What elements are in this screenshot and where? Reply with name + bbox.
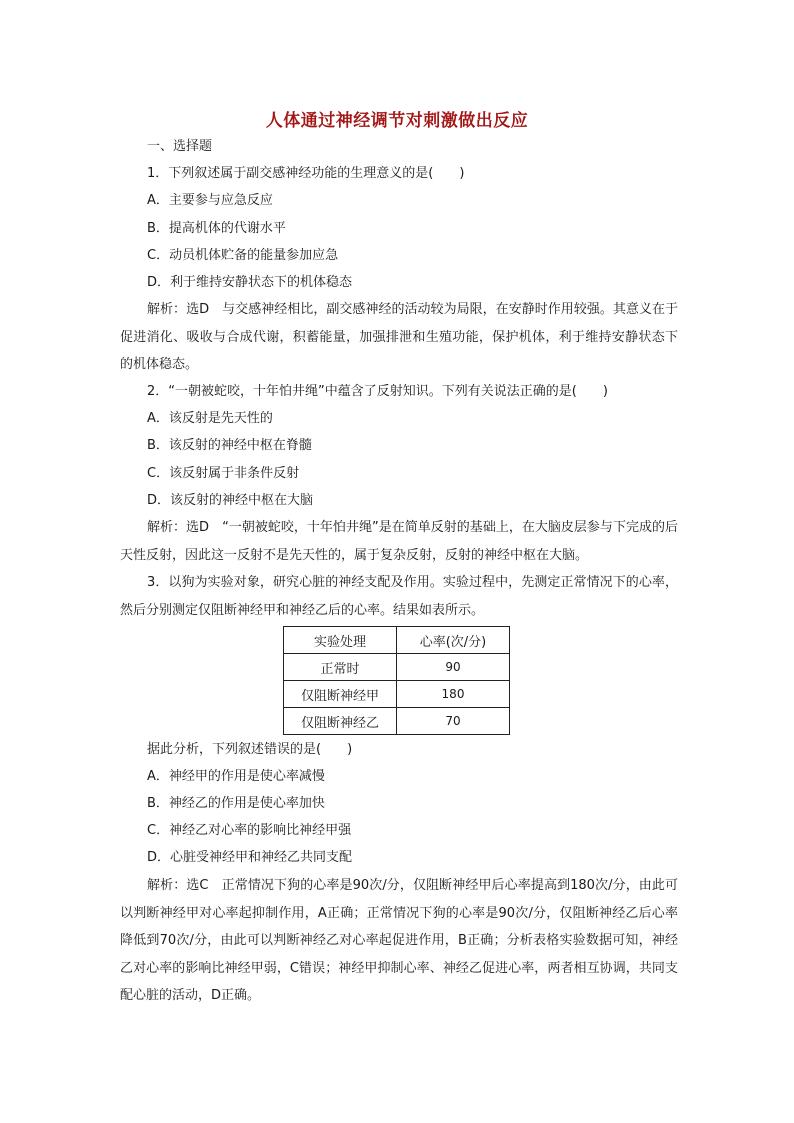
q2-option-b: B．该反射的神经中枢在脊髓 — [147, 438, 312, 453]
q2-analysis: 解析：选D “一朝被蛇咬，十年怕井绳”是在简单反射的基础上，在大脑皮层参与下完成的后天性反射，因此这一反射不是先天性的，属于复杂反射，反射的神经中枢在大脑。 — [120, 520, 678, 563]
table-cell: 仅阻断神经乙 — [284, 708, 397, 735]
q1-option-d: D．利于维持安静状态下的机体稳态 — [147, 275, 353, 290]
table-cell: 70 — [397, 708, 510, 735]
q3-option-c: C．神经乙对心率的影响比神经甲强 — [147, 823, 352, 838]
table-row — [284, 681, 510, 708]
table-row — [284, 708, 510, 735]
table-cell: 正常时 — [284, 654, 397, 681]
q2-option-a: A．该反射是先天性的 — [147, 411, 273, 426]
q2-option-d: D．该反射的神经中枢在大脑 — [147, 493, 314, 508]
page-title: 人体通过神经调节对刺激做出反应 — [265, 111, 529, 131]
q3-option-a: A．神经甲的作用是使心率减慢 — [147, 769, 325, 784]
q3-option-b: B．神经乙的作用是使心率加快 — [147, 796, 325, 811]
q1-analysis: 解析：选D 与交感神经相比，副交感神经的活动较为局限，在安静时作用较强。其意义在于促进消化、吸收与合成代谢，积蓄能量，加强排泄和生殖功能，保护机体，利于维持安静状态下的机体稳态。 — [120, 302, 678, 372]
q1-option-a: A．主要参与应急反应 — [147, 193, 273, 208]
table-cell: 90 — [397, 654, 510, 681]
table-header-cell: 心率(次/分) — [397, 627, 510, 654]
q3-stem: 3．以狗为实验对象，研究心脏的神经支配及作用。实验过程中，先测定正常情况下的心率，然后分别测定仅阻断神经甲和神经乙后的心率。结果如表所示。 — [120, 575, 678, 618]
q1-option-c: C．动员机体贮备的能量参加应急 — [147, 248, 339, 263]
section-heading: 一、选择题 — [147, 139, 213, 154]
q3-analysis: 解析：选C 正常情况下狗的心率是90次/分，仅阻断神经甲后心率提高到180次/分，由此可以判断神经甲对心率起抑制作用，A正确；正常情况下狗的心率是90次/分，仅阻断神经乙后心率降低到70次/分，由此可以判断神经乙对心率起促进作用，B正确；分析表格实验数据可知，神经乙对心率的影响比神经甲弱，C错误；神经甲抑制心率、神经乙促进心率，两者相互协调，共同支配心脏的活动，D正确。 — [120, 878, 678, 1003]
q2-option-c: C．该反射属于非条件反射 — [147, 466, 300, 481]
table-header-row — [284, 627, 510, 654]
table-header-cell: 实验处理 — [284, 627, 397, 654]
heart-rate-table — [283, 626, 510, 735]
q3-option-d: D．心脏受神经甲和神经乙共同支配 — [147, 850, 353, 865]
table-cell: 仅阻断神经甲 — [284, 681, 397, 708]
q2-stem: 2．“一朝被蛇咬，十年怕井绳”中蕴含了反射知识。下列有关说法正确的是( ) — [147, 384, 608, 399]
q3-prompt: 据此分析，下列叙述错误的是( ) — [147, 742, 353, 757]
table-cell: 180 — [397, 681, 510, 708]
q1-option-b: B．提高机体的代谢水平 — [147, 221, 286, 236]
table-row — [284, 654, 510, 681]
q1-stem: 1．下列叙述属于副交感神经功能的生理意义的是( ) — [147, 166, 465, 181]
